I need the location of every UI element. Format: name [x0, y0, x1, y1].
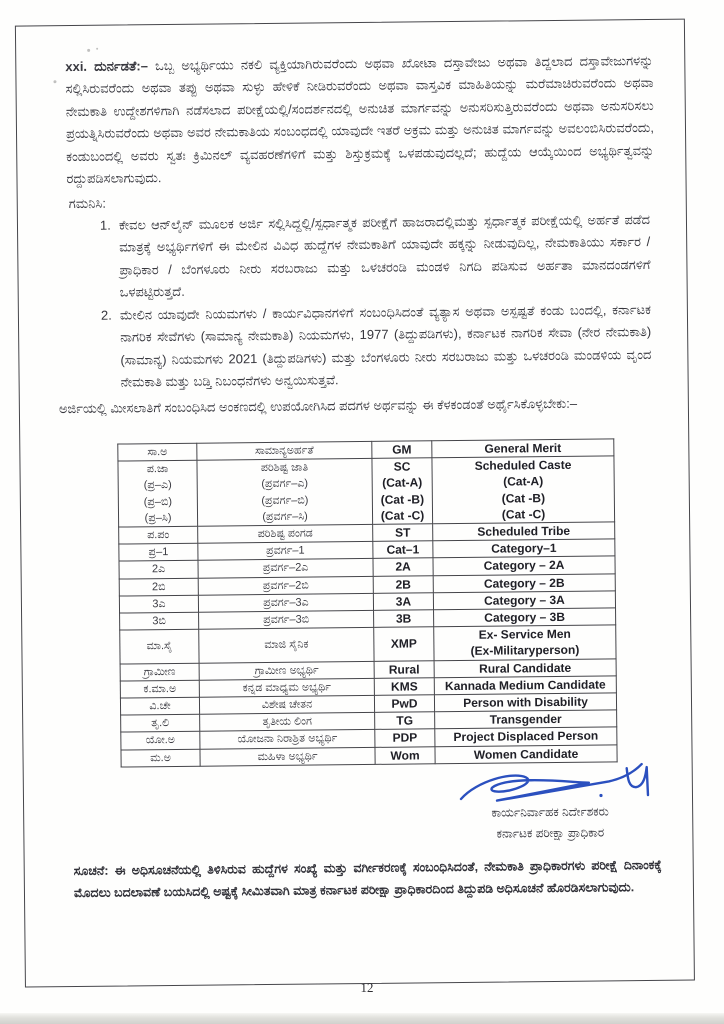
- table-cell: SC (Cat-A) (Cat -B) (Cat -C): [372, 458, 433, 524]
- table-cell: ಪರಿಶಿಷ್ಟ ಜಾತಿ (ಪ್ರವರ್ಗ–ಎ) (ಪ್ರವರ್ಗ–ಬಿ) (ಪ್ರವರ್ಗ–ಸಿ): [197, 459, 373, 527]
- table-cell: Women Candidate: [435, 744, 617, 763]
- table-cell: 3ಬಿ: [120, 612, 199, 630]
- table-cell: 3ಎ: [119, 595, 198, 613]
- table-cell: ಪ್ರವರ್ಗ–1: [198, 542, 373, 561]
- table-cell: 3B: [374, 610, 434, 628]
- table-cell: ಮಹಿಳಾ ಅಭ್ಯರ್ಥಿ: [200, 747, 375, 766]
- table-cell: ಯೋ.ಅ: [121, 732, 200, 750]
- table-cell: ಮಾಜಿ ಸೈನಿಕ: [199, 628, 374, 663]
- table-row: [118, 456, 615, 527]
- table-cell: PwD: [374, 695, 434, 713]
- table-cell: ಗ್ರಾಮೀಣ ಅಭ್ಯರ್ಥಿ: [199, 661, 374, 680]
- table-cell: ವಿಶೇಷ ಚೇತನ: [199, 695, 374, 714]
- table-cell: Transgender: [435, 710, 617, 729]
- table-cell: TG: [375, 712, 435, 730]
- note-item-1-text: ಕೇವಲ ಆನ್‌ಲೈನ್ ಮೂಲಕ ಅರ್ಜಿ ಸಲ್ಲಿಸಿದ್ದಲ್ಲಿ/ಸ್ಪರ್ಧಾತ್ಮಕ ಪರೀಕ್ಷೆಗೆ ಹಾಜರಾದಲ್ಲಿಮತ್ತು ಸ್ಪರ್ಧಾತ್ಮಕ ಪರೀಕ್ಷೆಯಲ್ಲಿ ಅರ್ಹತೆ ಪಡೆದ ಮಾತ್ರಕ್ಕೆ ಅಭ್ಯರ್ಥಿಗಳಿಗೆ ಈ ಮೇಲಿನ ವಿವಿಧ ಹುದ್ದೆಗಳ ನೇಮಕಾತಿಗೆ ಯಾವುದೇ ಹಕ್ಕನ್ನು ನೀಡುವುದಿಲ್ಲ, ನೇಮಕಾತಿಯು ಸರ್ಕಾರ / ಪ್ರಾಧಿಕಾರ / ಬೆಂಗಳೂರು ನೀರು ಸರಬರಾಜು ಮತ್ತು ಒಳಚರಂಡಿ ಮಂಡಳಿ ನಿಗದಿ ಪಡಿಸುವ ಅರ್ಹತಾ ಮಾನದಂಡಗಳಿಗೆ ಒಳಪಟ್ಟಿರುತ್ತದೆ.: [118, 211, 651, 300]
- signature-stroke-main: [461, 764, 642, 801]
- clause-heading: ದುರ್ನಡತೆ:–: [94, 58, 149, 74]
- table-cell: ST: [373, 524, 433, 542]
- table-cell: Wom: [375, 746, 435, 764]
- page-number: 12: [360, 979, 374, 996]
- table-cell: 2ಬಿ: [119, 578, 198, 596]
- note-item-1-number: 1.: [99, 217, 111, 233]
- table-cell: ಪ್ರವರ್ಗ–3ಎ: [198, 593, 373, 612]
- table-cell: KMS: [374, 678, 434, 696]
- table-cell: ಸಾ.ಅ: [118, 443, 197, 461]
- table-cell: Person with Disability: [434, 693, 616, 712]
- scan-speck: [53, 80, 56, 83]
- table-cell: 3A: [373, 593, 433, 611]
- table-cell: Scheduled Caste (Cat-A) (Cat -B) (Cat -C): [432, 456, 615, 524]
- signature-dot: [599, 794, 602, 797]
- table-cell: ವಿ.ಚೇ: [120, 697, 199, 715]
- note-item-1: [100, 209, 651, 304]
- note-item-2-text: ಮೇಲಿನ ಯಾವುದೇ ನಿಯಮಗಳು / ಕಾರ್ಯವಿಧಾನಗಳಿಗೆ ಸಂಬಂಧಿಸಿದಂತೆ ವ್ಯತ್ಯಾಸ ಅಥವಾ ಅಸ್ಪಷ್ಟತೆ ಕಂಡು ಬಂದಲ್ಲಿ, ಕರ್ನಾಟಕ ನಾಗರಿಕ ಸೇವೆಗಳು (ಸಾಮಾನ್ಯ ನೇಮಕಾತಿ) ನಿಯಮಗಳು, 1977 (ತಿದ್ದುಪಡಿಗಳು), ಕರ್ನಾಟಕ ನಾಗರಿಕ ಸೇವಾ (ನೇರ ನೇಮಕಾತಿ) (ಸಾಮಾನ್ಯ) ನಿಯಮಗಳು 2021 (ತಿದ್ದುಪಡಿಗಳು) ಮತ್ತು ಬೆಂಗಳೂರು ನೀರು ಸರಬರಾಜು ಮತ್ತು ಒಳಚರಂಡಿ ಮಂಡಳಿಯ ವೃಂದ ನೇಮಕಾತಿ ಮತ್ತು ಬಡ್ತಿ ನಿಬಂಧನೆಗಳು ಅನ್ವಯಿಸುತ್ತವೆ.: [119, 301, 652, 390]
- table-cell: ಪ್ರವರ್ಗ–2ಎ: [198, 559, 373, 578]
- note-heading: ಗಮನಿಸಿ:: [68, 195, 106, 212]
- scan-bottom-edge: [0, 1013, 724, 1024]
- table-cell: Category – 3B: [434, 608, 616, 627]
- note-item-2-number: 2.: [100, 307, 112, 323]
- signature-stroke-flourish: [627, 767, 648, 795]
- table-cell: ಯೋಜನಾ ನಿರಾಶ್ರಿತ ಅಭ್ಯರ್ಥಿ: [200, 730, 375, 749]
- table-cell: ಮಾ.ಸೈ: [120, 629, 199, 663]
- table-cell: 2A: [373, 558, 433, 576]
- signatory-organization: ಕರ್ನಾಟಕ ಪರೀಕ್ಷಾ ಪ್ರಾಧಿಕಾರ: [496, 825, 605, 841]
- table-cell: ಪ್ರವರ್ಗ–2ಬಿ: [198, 576, 373, 595]
- table-cell: Category – 3A: [433, 591, 615, 610]
- scan-speck: [96, 48, 98, 50]
- table-cell: GM: [372, 441, 432, 459]
- abbreviation-table: [117, 438, 617, 767]
- table-cell: ಸಾಮಾನ್ಯಅರ್ಹತೆ: [197, 441, 372, 460]
- scan-speck: [87, 49, 90, 52]
- abbr-table-body: [118, 439, 617, 767]
- table-cell: ಪ್ರವರ್ಗ–3ಬಿ: [199, 610, 374, 629]
- clause-body: ಒಬ್ಬ ಅಭ್ಯರ್ಥಿಯು ನಕಲಿ ವ್ಯಕ್ತಿಯಾಗಿರುವರೆಂದು ಅಥವಾ ಖೋಟಾ ದಸ್ತಾವೇಜು ಅಥವಾ ತಿದ್ದಲಾದ ದಸ್ತಾವೇಜುಗಳನ್ನು ಸಲ್ಲಿಸಿರುವರೆಂದು ಅಥವಾ ತಪ್ಪು ಅಥವಾ ಸುಳ್ಳು ಹೇಳಿಕೆ ನೀಡಿರುವರೆಂದು ಅಥವಾ ವಾಸ್ತವಿಕ ಮಾಹಿತಿಯನ್ನು ಮರೆಮಾಚಿರುವರೆಂದು ಅಥವಾ ನೇಮಕಾತಿ ಉದ್ದೇಶಗಳಿಗಾಗಿ ನಡೆಸಲಾದ ಪರೀಕ್ಷೆಯಲ್ಲಿ/ಸಂದರ್ಶನದಲ್ಲಿ ಅನುಚಿತ ಮಾರ್ಗವನ್ನು ಅನುಸರಿಸುತ್ತಿರುವರೆಂದು ಅಥವಾ ಅನುಸರಿಸಲು ಪ್ರಯತ್ನಿಸಿರುವರೆಂದು ಅಥವಾ ಅವರ ನೇಮಕಾತಿಯ ಸಂಬಂಧದಲ್ಲಿ ಯಾವುದೇ ಇತರೆ ಅಕ್ರಮ ಮತ್ತು ಅನುಚಿತ ಮಾರ್ಗವನ್ನು ಅವಲಂಬಿಸಿರುವರೆಂದು, ಕಂಡುಬಂದಲ್ಲಿ ಅವರು ಸ್ವತಃ ಕ್ರಿಮಿನಲ್ ವ್ಯವಹರಣೆಗಳಿಗೆ ಮತ್ತು ಶಿಸ್ತುಕ್ರಮಕ್ಕೆ ಒಳಪಡುವುದಲ್ಲದೆ; ಹುದ್ದೆಯ ಆಯ್ಕೆಯಿಂದ ಅಭ್ಯರ್ಥಿತ್ವವನ್ನು ರದ್ದುಪಡಿಸಲಾಗುವುದು.: [65, 52, 655, 187]
- table-cell: Scheduled Tribe: [433, 522, 615, 541]
- table-cell: 2ಎ: [119, 561, 198, 579]
- note-item-2: [101, 299, 652, 394]
- table-cell: ಕ.ಮಾ.ಅ: [120, 680, 199, 698]
- table-cell: ಪರಿಶಿಷ್ಟ ಪಂಗಡ: [198, 524, 373, 543]
- table-cell: Rural: [374, 660, 434, 678]
- table-cell: Category – 2A: [433, 556, 615, 575]
- abbreviation-table-container: [117, 438, 617, 767]
- table-cell: ತೃತೀಯ ಲಿಂಗ: [200, 713, 375, 732]
- table-cell: ಪ.ಪಂ: [119, 526, 198, 544]
- table-cell: Category–1: [433, 539, 615, 558]
- table-cell: General Merit: [432, 439, 614, 458]
- table-cell: ಪ್ರ–1: [119, 543, 198, 561]
- table-cell: Rural Candidate: [434, 658, 616, 677]
- table-intro-paragraph: ಅರ್ಜಿಯಲ್ಲಿ ಮೀಸಲಾತಿಗೆ ಸಂಬಂಧಿಸಿದ ಅಂಕಣದಲ್ಲಿ ಉಪಯೋಗಿಸಿದ ಪದಗಳ ಅರ್ಥವನ್ನು ಈ ಕೆಳಕಂಡಂತೆ ಅರ್ಥೈಸಿಕೊಳ್ಳಬೇಕು:–: [58, 395, 578, 417]
- table-cell: Cat–1: [373, 541, 433, 559]
- table-cell: ತೃ.ಲಿ: [121, 714, 200, 732]
- table-cell: Category – 2B: [433, 573, 615, 592]
- table-cell: Ex- Service Men (Ex-Militaryperson): [434, 625, 616, 660]
- table-cell: ಪ.ಜಾ (ಪ್ರ–ಎ) (ಪ್ರ–ಬಿ) (ಪ್ರ–ಸಿ): [118, 460, 198, 527]
- table-cell: ಕನ್ನಡ ಮಾಧ್ಯಮ ಅಭ್ಯರ್ಥಿ: [199, 678, 374, 697]
- signatory-title: ಕಾರ್ಯನಿರ್ವಾಹಕ ನಿರ್ದೇಶಕರು: [491, 804, 609, 820]
- table-cell: ಗ್ರಾಮೀಣ: [120, 663, 199, 681]
- clause-xxi-paragraph: [65, 50, 654, 191]
- table-row: [120, 625, 616, 664]
- table-cell: Kannada Medium Candidate: [434, 676, 616, 695]
- table-cell: Project Displaced Person: [435, 727, 617, 746]
- clause-label: xxi.: [65, 58, 88, 75]
- table-cell: XMP: [374, 627, 434, 661]
- footnote-paragraph: ಸೂಚನೆ: ಈ ಅಧಿಸೂಚನೆಯಲ್ಲಿ ತಿಳಿಸಿರುವ ಹುದ್ದೆಗಳ ಸಂಖ್ಯೆ ಮತ್ತು ವರ್ಗೀಕರಣಕ್ಕೆ ಸಂಬಂಧಿಸಿದಂತೆ, ನೇಮಕಾತಿ ಪ್ರಾಧಿಕಾರಗಳು ಪರೀಕ್ಷೆ ದಿನಾಂಕಕ್ಕೆ ಮೊದಲು ಬದಲಾವಣೆ ಬಯಸಿದಲ್ಲಿ ಅಷ್ಟಕ್ಕೆ ಸೀಮಿತವಾಗಿ ಮಾತ್ರ ಕರ್ನಾಟಕ ಪರೀಕ್ಷಾ ಪ್ರಾಧಿಕಾರದಿಂದ ತಿದ್ದುಪಡಿ ಅಧಿಸೂಚನೆ ಹೊರಡಿಸಲಾಗುವುದು.: [73, 857, 662, 900]
- table-cell: 2B: [373, 575, 433, 593]
- table-cell: PDP: [375, 729, 435, 747]
- table-cell: ಮ.ಅ: [121, 749, 200, 767]
